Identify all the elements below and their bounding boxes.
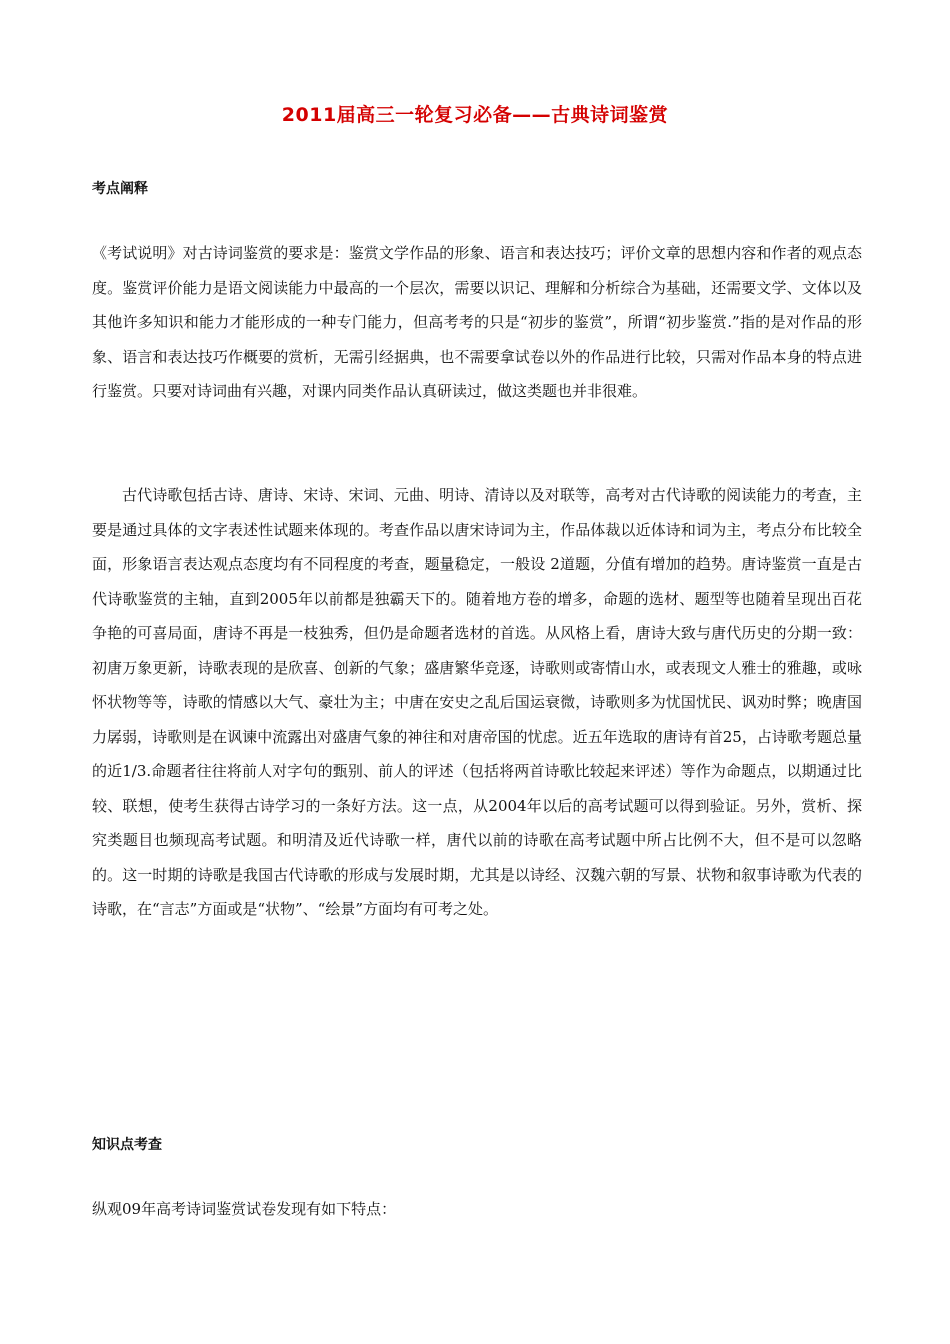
paragraph-2009-features: 纵观09年高考诗词鉴赏试卷发现有如下特点： [92,1200,397,1218]
paragraph-exam-requirements: 《考试说明》对古诗词鉴赏的要求是：鉴赏文学作品的形象、语言和表达技巧；评价文章的思想内容和作者的观点态度。鉴赏评价能力是语文阅读能力中最高的一个层次，需要以识记、理解和分析综合为基础，还需要文学、文体以及其他许多知识和能力才能形成的一种专门能力，但高考考的只是“初步的鉴赏”，所谓“初步鉴赏.”指的是对作品的形象、语言和表达技巧作概要的赏析，无需引经据典，也不需要拿试卷以外的作品进行比较，只需对作品本身的特点进行鉴赏。只要对诗词曲有兴趣，对课内同类作品认真研读过，做这类题也并非很难。 [92,244,862,400]
document-title: 2011届高三一轮复习必备——古典诗词鉴赏 [281,104,669,126]
section-heading-exam-points: 考点阐释 [92,181,148,197]
section-heading-knowledge-points: 知识点考查 [92,1137,162,1153]
paragraph-ancient-poetry: 古代诗歌包括古诗、唐诗、宋诗、宋词、元曲、明诗、清诗以及对联等，高考对古代诗歌的阅读能力的考查，主要是通过具体的文字表述性试题来体现的。考查作品以唐宋诗词为主，作品体裁以近体诗和词为主，考点分布比较全面，形象语言表达观点态度均有不同程度的考查，题量稳定，一般设 2道题，分值有增加的趋势。唐诗鉴赏一直是古代诗歌鉴赏的主轴，直到2005年以前都是独霸天下的。随着地方卷的增多，命题的选材、题型等也随着呈现出百花争艳的可喜局面，唐诗不再是一枝独秀，但仍是命题者选材的首选。从风格上看，唐诗大致与唐代历史的分期一致：初唐万象更新，诗歌表现的是欣喜、创新的气象；盛唐繁华竞逐，诗歌则或寄情山水，或表现文人雅士的雅趣，或咏怀状物等等，诗歌的情感以大气、豪壮为主；中唐在安史之乱后国运衰微，诗歌则多为忧国忧民、讽劝时弊；晚唐国力孱弱，诗歌则是在讽谏中流露出对盛唐气象的神往和对唐帝国的忧虑。近五年选取的唐诗有首25，占诗歌考题总量的近1/3.命题者往往将前人对字句的甄别、前人的评述（包括将两首诗歌比较起来评述）等作为命题点，以期通过比较、联想，使考生获得古诗学习的一条好方法。这一点，从2004年以后的高考试题可以得到验证。另外，赏析、探究类题目也频现高考试题。和明清及近代诗歌一样，唐代以前的诗歌在高考试题中所占比例不大，但不是可以忽略的。这一时期的诗歌是我国古代诗歌的形成与发展时期，尤其是以诗经、汉魏六朝的写景、状物和叙事诗歌为代表的诗歌，在“言志”方面或是“状物”、“绘景”方面均有可考之处。 [92,486,862,918]
